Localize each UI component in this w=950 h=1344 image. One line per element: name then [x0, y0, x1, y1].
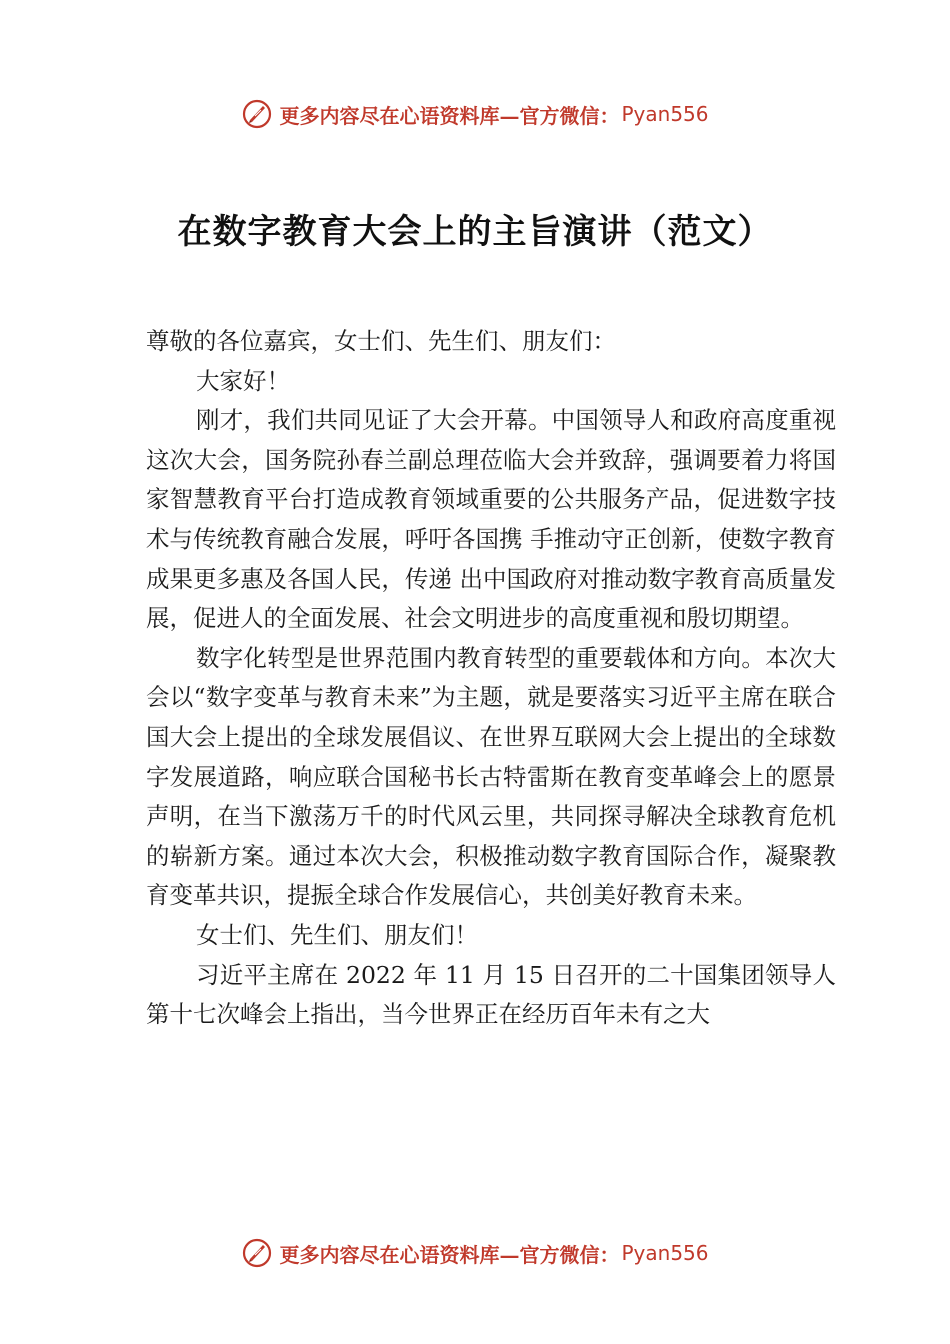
paragraph: 数字化转型是世界范围内教育转型的重要载体和方向。本次大会以“数字变革与教育未来”为主题，就是要落实习近平主席在联合国大会上提出的全球发展倡议、在世界互联网大会上提出的全球数字发展道路，响应联合国秘书长古特雷斯在教育变革峰会上的愿景声明，在当下激荡万千的时代风云里，共同探寻解决全球教育危机的崭新方案。通过本次大会，积极推动数字教育国际合作，凝聚教育变革共识，提振全球合作发展信心，共创美好教育未来。: [146, 643, 836, 910]
document-body: [146, 322, 836, 1035]
document-title: 在数字教育大会上的主旨演讲（范文）: [177, 212, 773, 252]
header-banner: [0, 92, 950, 136]
banner-text: 更多内容尽在心语资料库—官方微信：: [279, 103, 620, 128]
salutation: 尊敬的各位嘉宾，女士们、先生们、朋友们：: [146, 327, 616, 355]
footer-banner: [0, 1231, 950, 1275]
banner-wechat-handle: Pyan556: [621, 1241, 709, 1265]
quill-logo-icon: [241, 98, 273, 130]
paragraph: 习近平主席在 2022 年 11 月 15 日召开的二十国集团领导人第十七次峰会上指出，当今世界正在经历百年未有之大: [146, 960, 836, 1029]
quill-logo-icon: [241, 1237, 273, 1269]
banner-text: 更多内容尽在心语资料库—官方微信：: [279, 1242, 620, 1267]
paragraph: 刚才，我们共同见证了大会开幕。中国领导人和政府高度重视这次大会，国务院孙春兰副总理莅临大会并致辞，强调要着力将国家智慧教育平台打造成教育领域重要的公共服务产品，促进数字技术与传统教育融合发展，呼吁各国携 手推动守正创新，使数字教育成果更多惠及各国人民，传递 出中国政府对推动数字教育高质量发展，促进人的全面发展、社会文明进步的高度重视和殷切期望。: [146, 406, 836, 633]
paragraph: 大家好！: [196, 366, 290, 395]
paragraph: 女士们、先生们、朋友们！: [196, 920, 478, 949]
banner-wechat-handle: Pyan556: [621, 102, 709, 126]
